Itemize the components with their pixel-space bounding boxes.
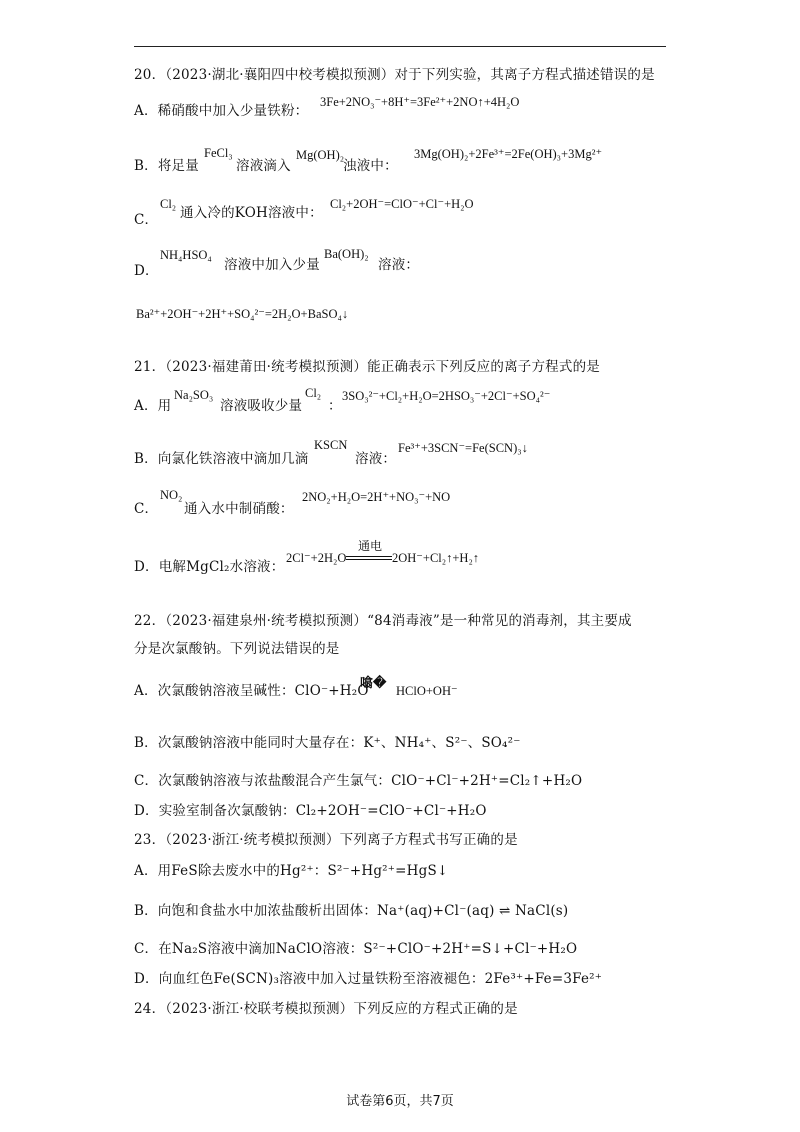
q20-b-reagent2: Mg(OH)₂ <box>296 148 345 162</box>
q22-option-c: C．次氯酸钠溶液与浓盐酸混合产生氯气：ClO⁻+Cl⁻+2H⁺=Cl₂↑+H₂O <box>134 773 583 789</box>
q21-a-reagent2: Cl₂ <box>305 386 322 400</box>
q21-b-reagent: KSCN <box>314 438 348 452</box>
q22-a-tail: HClO+OH⁻ <box>396 684 458 698</box>
q20-c-label: C． <box>134 212 159 228</box>
q21-d-condition: 通电 <box>358 539 383 553</box>
q22-stem-line2: 分是次氯酸钠。下列说法错误的是 <box>134 641 340 657</box>
q21-d-text: D．电解MgCl₂水溶液： <box>134 559 285 575</box>
q22-option-a <box>134 682 369 700</box>
q24-stem: 24．（2023·浙江·校联考模拟预测）下列反应的方程式正确的是 <box>134 1001 518 1017</box>
q22-a-text: A．次氯酸钠溶液呈碱性：ClO⁻+H₂O <box>134 683 369 699</box>
q20-a-text: A．稀硝酸中加入少量铁粉： <box>134 103 309 119</box>
q23-option-b: B．向饱和食盐水中加浓盐酸析出固体：Na⁺(aq)+Cl⁻(aq) ⇌ NaCl(s) <box>134 903 569 919</box>
q23-option-c: C．在Na₂S溶液中滴加NaClO溶液：S²⁻+ClO⁻+2H⁺=S↓+Cl⁻+H₂O <box>134 941 578 957</box>
q21-c-text: 通入水中制硝酸： <box>184 501 294 517</box>
q20-c-equation: Cl₂+2OH⁻=ClO⁻+Cl⁻+H₂O <box>330 197 474 211</box>
q23-stem: 23．（2023·浙江·统考模拟预测）下列离子方程式书写正确的是 <box>134 832 518 848</box>
q20-b-reagent1: FeCl₃ <box>204 146 233 160</box>
q22-option-b: B．次氯酸钠溶液中能同时大量存在：K⁺、NH₄⁺、S²⁻、SO₄²⁻ <box>134 735 521 751</box>
q20-c-reagent: Cl₂ <box>160 197 177 211</box>
q21-d-eq-left: 2Cl⁻+2H₂O <box>286 551 347 565</box>
q20-d-equation: Ba²⁺+2OH⁻+2H⁺+SO₄²⁻=2H₂O+BaSO₄↓ <box>136 307 349 321</box>
q20-d-text2: 溶液： <box>378 257 420 273</box>
q20-stem: 20．（2023·湖北·襄阳四中校考模拟预测）对于下列实验，其离子方程式描述错误的是 <box>134 67 655 83</box>
q20-d-label: D． <box>134 263 159 279</box>
q22-a-symbol: 噏� <box>360 675 387 690</box>
q21-c-label: C． <box>134 501 159 517</box>
q21-stem: 21．（2023·福建莆田·统考模拟预测）能正确表示下列反应的离子方程式的是 <box>134 359 600 375</box>
q21-a-text2: 溶液吸收少量 <box>220 398 303 414</box>
q21-d-eq-right: 2OH⁻+Cl₂↑+H₂↑ <box>392 551 480 565</box>
q20-d-reagent1: NH₄HSO₄ <box>160 248 212 262</box>
page-footer: 试卷第6页，共7页 <box>346 1094 454 1109</box>
q23-option-d: D．向血红色Fe(SCN)₃溶液中加入过量铁粉至溶液褪色：2Fe³⁺+Fe=3Fe²⁺ <box>134 971 603 987</box>
q20-option-a <box>134 102 308 120</box>
q20-b-equation: 3Mg(OH)₂+2Fe³⁺=2Fe(OH)₃+3Mg²⁺ <box>414 147 603 161</box>
q21-a-equation: 3SO₃²⁻+Cl₂+H₂O=2HSO₃⁻+2Cl⁻+SO₄²⁻ <box>342 389 551 403</box>
q21-a-text3: ： <box>328 398 342 414</box>
q22-stem-line1: 22．（2023·福建泉州·统考模拟预测）“84消毒液”是一种常见的消毒剂，其主要成 <box>134 613 632 629</box>
q20-b-text3: 浊液中： <box>343 158 398 174</box>
q21-b-text1: B．向氯化铁溶液中滴加几滴 <box>134 451 309 467</box>
q23-option-a: A．用FeS除去废水中的Hg²⁺：S²⁻+Hg²⁺=HgS↓ <box>134 863 449 879</box>
q20-b-text2: 溶液滴入 <box>236 158 291 174</box>
q21-c-equation: 2NO₂+H₂O=2H⁺+NO₃⁻+NO <box>302 490 451 504</box>
q21-b-equation: Fe³⁺+3SCN⁻=Fe(SCN)₃↓ <box>398 441 528 455</box>
q20-d-reagent2: Ba(OH)₂ <box>324 247 369 261</box>
q21-a-text1: A．用 <box>134 398 172 414</box>
q20-a-equation: 3Fe+2NO₃⁻+8H⁺=3Fe²⁺+2NO↑+4H₂O <box>320 95 520 109</box>
q20-d-text1: 溶液中加入少量 <box>224 257 320 273</box>
q21-d-equals-bar <box>346 556 392 560</box>
q20-b-text1: B．将足量 <box>134 158 199 174</box>
q21-c-reagent: NO₂ <box>160 488 183 502</box>
q21-b-text2: 溶液： <box>355 451 397 467</box>
q20-c-text: 通入冷的KOH溶液中： <box>180 205 323 221</box>
q21-a-reagent1: Na₂SO₃ <box>174 388 214 402</box>
header-rule <box>134 46 666 47</box>
q22-option-d: D．实验室制备次氯酸钠：Cl₂+2OH⁻=ClO⁻+Cl⁻+H₂O <box>134 803 487 819</box>
